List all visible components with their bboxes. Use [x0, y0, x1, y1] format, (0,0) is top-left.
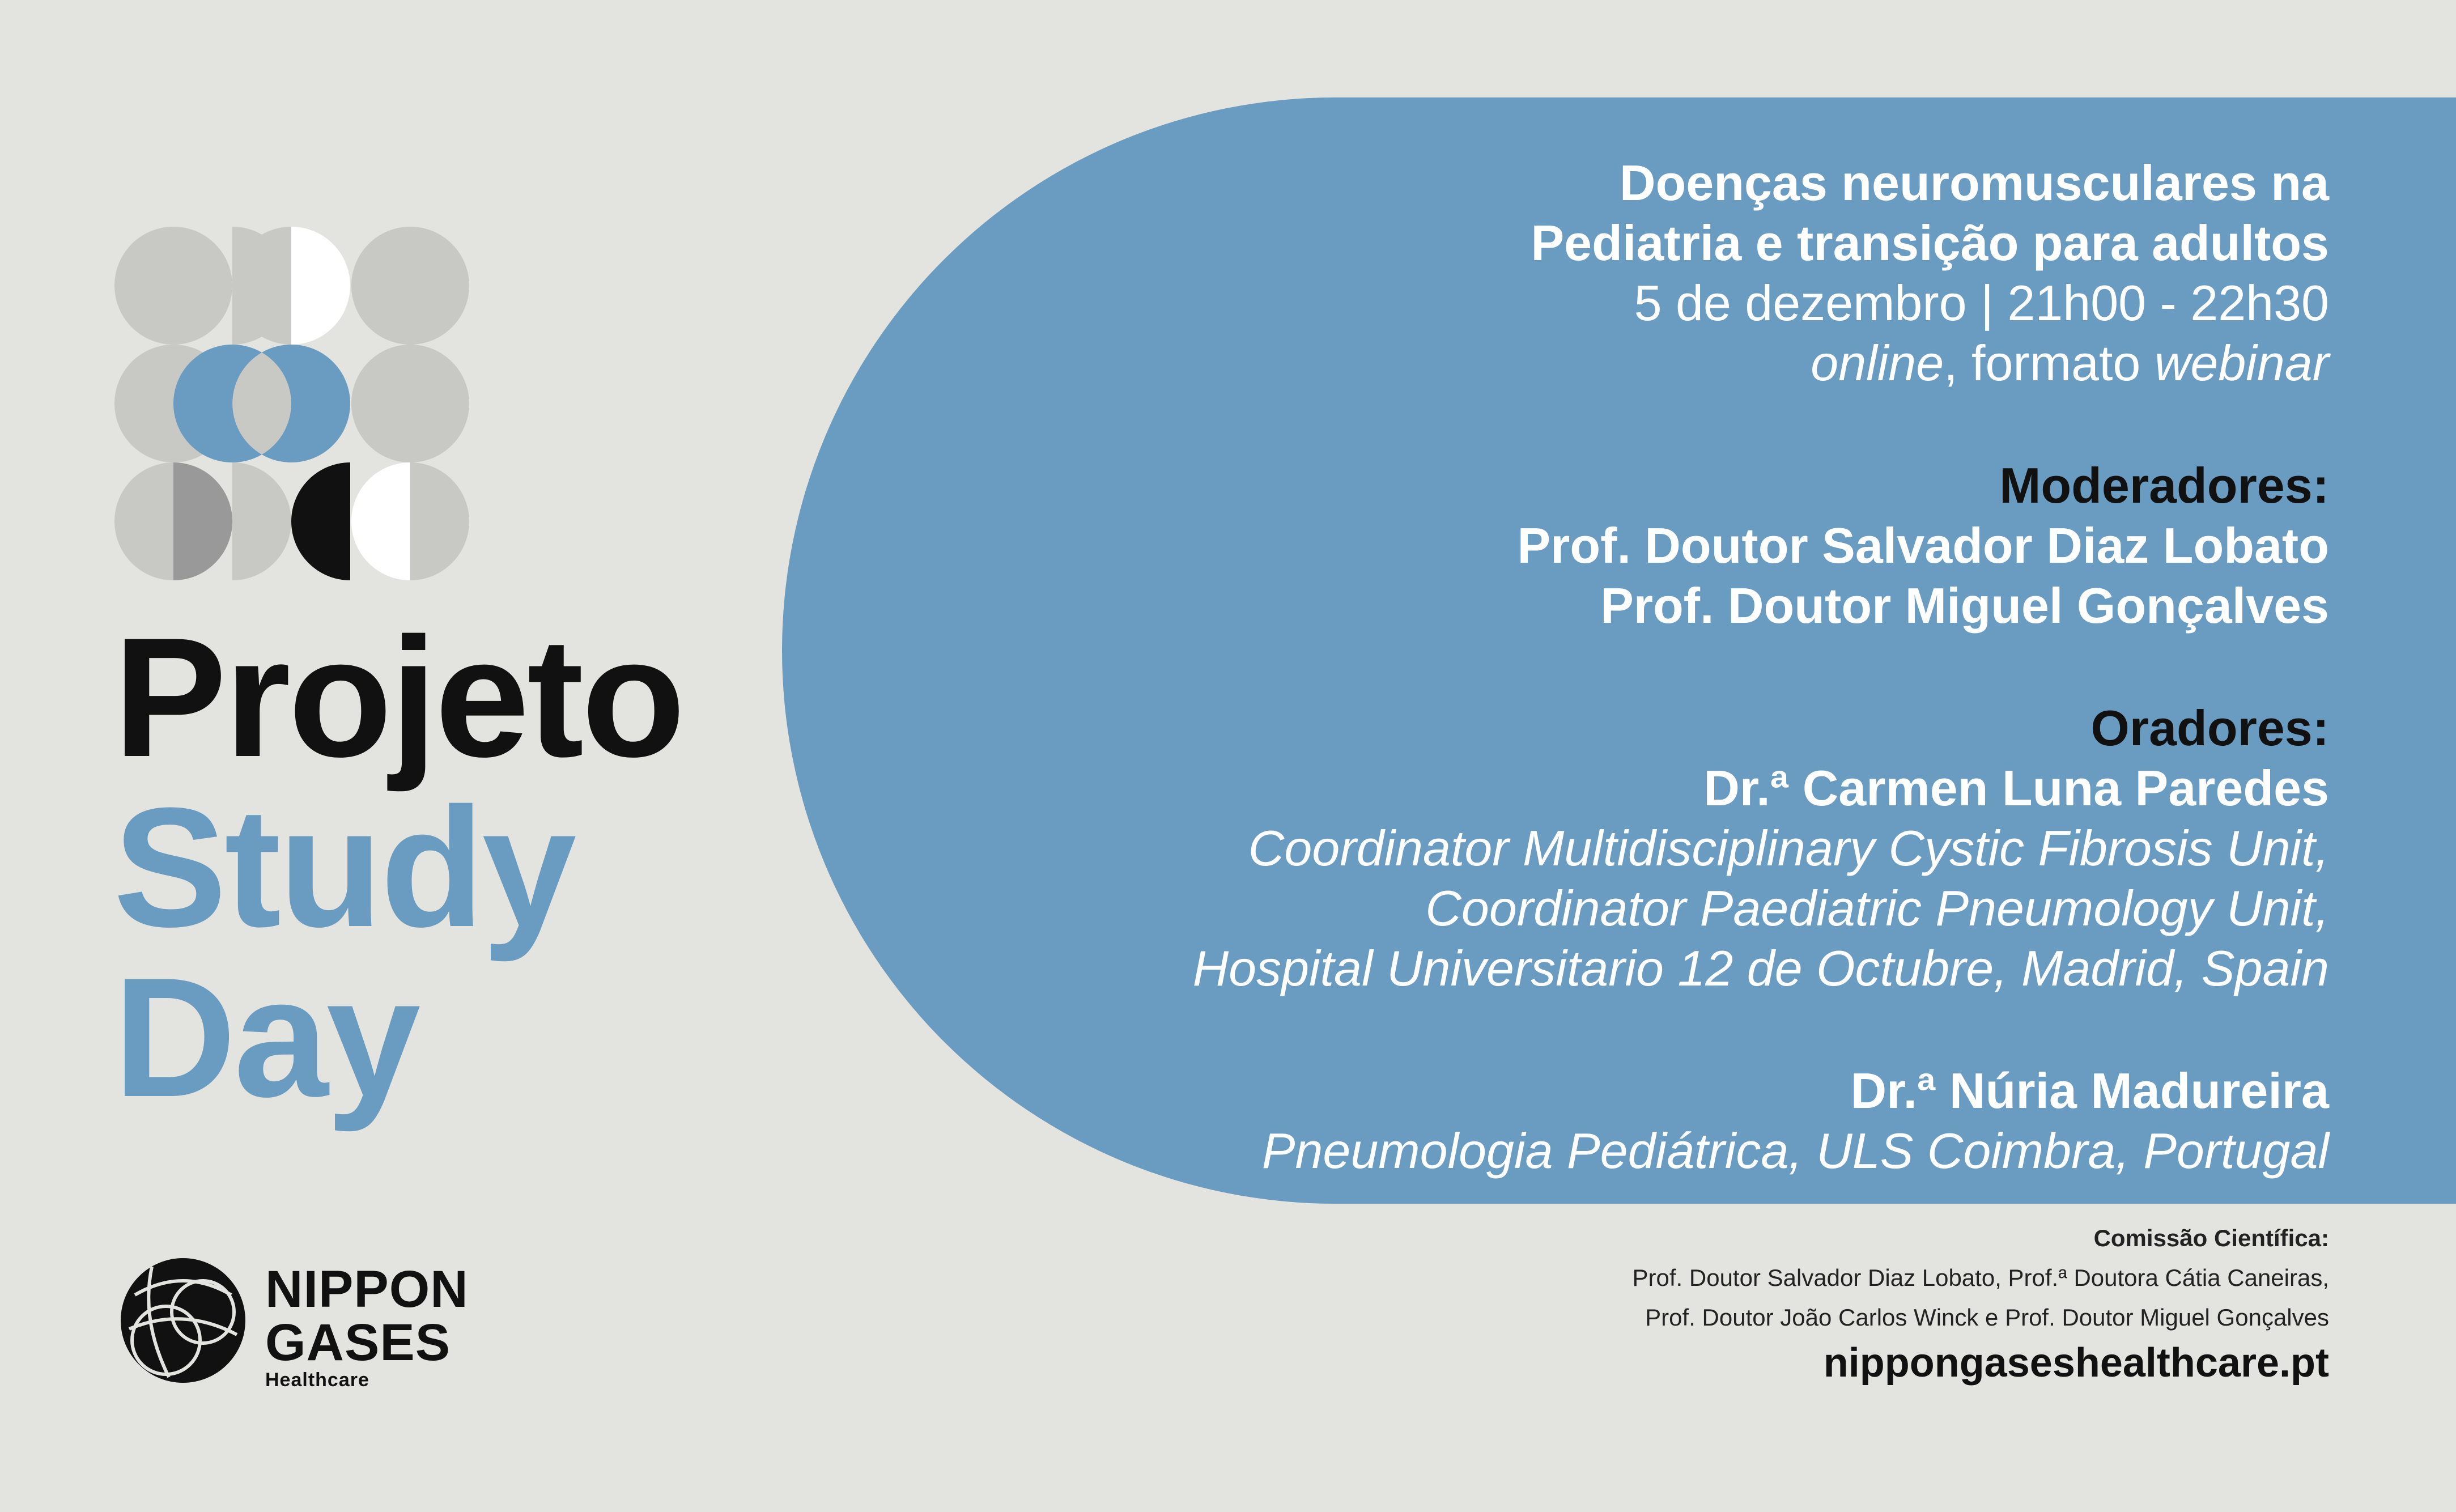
speaker-affiliation: Hospital Universitario 12 de Octubre, Madrid, Spain — [1192, 940, 2329, 996]
speaker-name: Dr.ª Núria Madureira — [1850, 1063, 2329, 1119]
globe-icon — [118, 1255, 248, 1386]
format-separator: , formato — [1944, 335, 2155, 391]
nippon-gases-logo — [118, 1255, 515, 1391]
speaker-affiliation: Pneumologia Pediátrica, ULS Coimbra, Portugal — [1261, 1123, 2329, 1179]
project-title — [113, 602, 683, 1132]
title-line-day: Day — [113, 942, 419, 1132]
logo-text-nippon: NIPPON — [265, 1260, 469, 1318]
website-link[interactable]: nippongaseshealthcare.pt — [1823, 1340, 2329, 1386]
logo-text-gases: GASES — [265, 1314, 451, 1371]
pattern-half-circle-white — [351, 462, 410, 580]
moderator-name: Prof. Doutor Miguel Gonçalves — [1600, 577, 2329, 634]
pattern-half-circle — [232, 462, 291, 580]
event-title-line1: Doenças neuromusculares na — [1619, 155, 2329, 211]
format-webinar: webinar — [2154, 335, 2329, 391]
speaker-affiliation: Coordinator Paediatric Pneumology Unit, — [1425, 880, 2329, 936]
scientific-commission — [1309, 1218, 2329, 1337]
commission-members: Prof. Doutor João Carlos Winck e Prof. Doutor Miguel Gonçalves — [1645, 1304, 2329, 1331]
event-details — [969, 153, 2329, 1181]
pattern-half-circle-black — [291, 462, 350, 580]
title-line-projeto: Projeto — [113, 602, 683, 792]
speaker-affiliation: Coordinator Multidisciplinary Cystic Fibrosis Unit, — [1248, 820, 2329, 876]
pattern-circle — [351, 345, 469, 462]
pattern-circle — [114, 227, 232, 345]
format-online: online — [1811, 335, 1944, 391]
moderators-heading: Moderadores: — [1999, 457, 2329, 513]
speakers-heading: Oradores: — [2090, 700, 2329, 756]
pattern-circle — [351, 227, 469, 345]
geometric-pattern — [114, 227, 469, 581]
commission-heading: Comissão Científica: — [2093, 1225, 2329, 1251]
event-format — [969, 333, 2329, 393]
pattern-half-circle — [291, 227, 350, 345]
commission-members: Prof. Doutor Salvador Diaz Lobato, Prof.ª Doutora Cátia Caneiras, — [1632, 1264, 2329, 1291]
event-date-time: 5 de dezembro | 21h00 - 22h30 — [1634, 275, 2329, 331]
pattern-half-circle — [173, 462, 232, 580]
pattern-half-circle — [410, 462, 469, 580]
title-line-study: Study — [113, 772, 575, 962]
moderator-name: Prof. Doutor Salvador Diaz Lobato — [1517, 517, 2329, 574]
logo-text-healthcare: Healthcare — [265, 1369, 369, 1391]
pattern-half-circle — [114, 462, 173, 580]
speaker-name: Dr.ª Carmen Luna Paredes — [1703, 760, 2329, 816]
event-title-line2: Pediatria e transição para adultos — [1531, 215, 2329, 271]
